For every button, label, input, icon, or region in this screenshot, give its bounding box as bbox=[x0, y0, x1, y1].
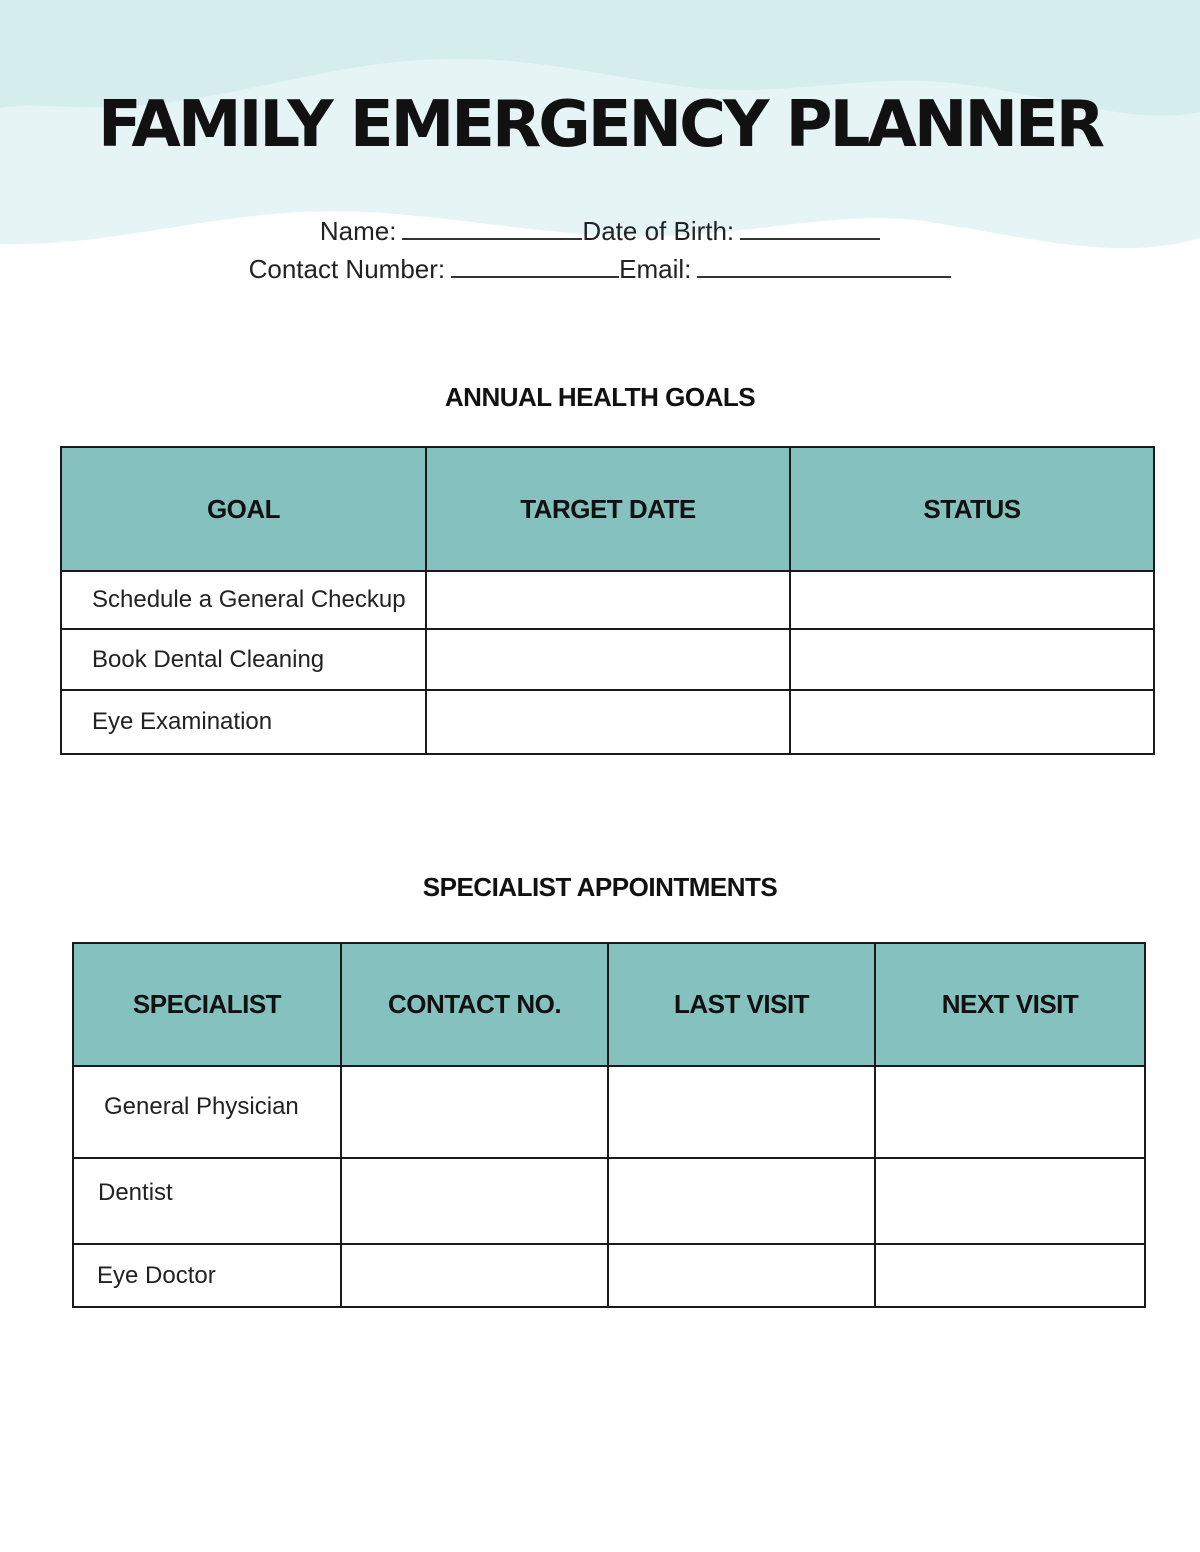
contact-number-field[interactable] bbox=[451, 254, 619, 278]
status-cell[interactable] bbox=[790, 690, 1154, 754]
next-visit-cell[interactable] bbox=[875, 1066, 1145, 1158]
email-field[interactable] bbox=[697, 254, 951, 278]
table-row bbox=[61, 629, 1154, 690]
column-header-status: STATUS bbox=[790, 447, 1154, 571]
goal-cell: Schedule a General Checkup bbox=[61, 571, 426, 629]
specialist-appointments-table bbox=[72, 942, 1146, 1308]
health-goals-title: ANNUAL HEALTH GOALS bbox=[444, 382, 756, 412]
info-line-name-dob bbox=[0, 216, 1200, 247]
table-row bbox=[73, 1066, 1145, 1158]
target-date-cell[interactable] bbox=[426, 690, 790, 754]
specialist-cell: General Physician bbox=[73, 1066, 341, 1158]
dob-field[interactable] bbox=[740, 216, 880, 240]
email-label: Email: bbox=[619, 254, 692, 284]
next-visit-cell[interactable] bbox=[875, 1244, 1145, 1307]
contact-no-cell[interactable] bbox=[341, 1244, 608, 1307]
table-row bbox=[73, 1244, 1145, 1307]
contact-number-label: Contact Number: bbox=[248, 254, 446, 284]
specialist-cell: Dentist bbox=[73, 1158, 341, 1244]
table-row bbox=[73, 1158, 1145, 1244]
specialist-cell: Eye Doctor bbox=[73, 1244, 341, 1307]
status-cell[interactable] bbox=[790, 629, 1154, 690]
last-visit-cell[interactable] bbox=[608, 1066, 875, 1158]
next-visit-cell[interactable] bbox=[875, 1158, 1145, 1244]
table-header-row bbox=[73, 943, 1145, 1066]
table-row bbox=[61, 690, 1154, 754]
column-header-contact-no: CONTACT NO. bbox=[341, 943, 608, 1066]
name-field[interactable] bbox=[402, 216, 582, 240]
table-header-row bbox=[61, 447, 1154, 571]
column-header-target-date: TARGET DATE bbox=[426, 447, 790, 571]
column-header-next-visit: NEXT VISIT bbox=[875, 943, 1145, 1066]
last-visit-cell[interactable] bbox=[608, 1158, 875, 1244]
health-goals-table bbox=[60, 446, 1155, 755]
info-line-contact-email bbox=[0, 254, 1200, 285]
last-visit-cell[interactable] bbox=[608, 1244, 875, 1307]
goal-cell: Book Dental Cleaning bbox=[61, 629, 426, 690]
contact-no-cell[interactable] bbox=[341, 1066, 608, 1158]
table-row bbox=[61, 571, 1154, 629]
status-cell[interactable] bbox=[790, 571, 1154, 629]
page-title: FAMILY EMERGENCY PLANNER bbox=[98, 88, 1102, 162]
goal-cell: Eye Examination bbox=[61, 690, 426, 754]
column-header-goal: GOAL bbox=[61, 447, 426, 571]
target-date-cell[interactable] bbox=[426, 629, 790, 690]
column-header-specialist: SPECIALIST bbox=[73, 943, 341, 1066]
dob-label: Date of Birth: bbox=[582, 216, 735, 246]
specialist-appointments-title: SPECIALIST APPOINTMENTS bbox=[422, 872, 778, 902]
name-label: Name: bbox=[319, 216, 397, 246]
contact-no-cell[interactable] bbox=[341, 1158, 608, 1244]
column-header-last-visit: LAST VISIT bbox=[608, 943, 875, 1066]
target-date-cell[interactable] bbox=[426, 571, 790, 629]
